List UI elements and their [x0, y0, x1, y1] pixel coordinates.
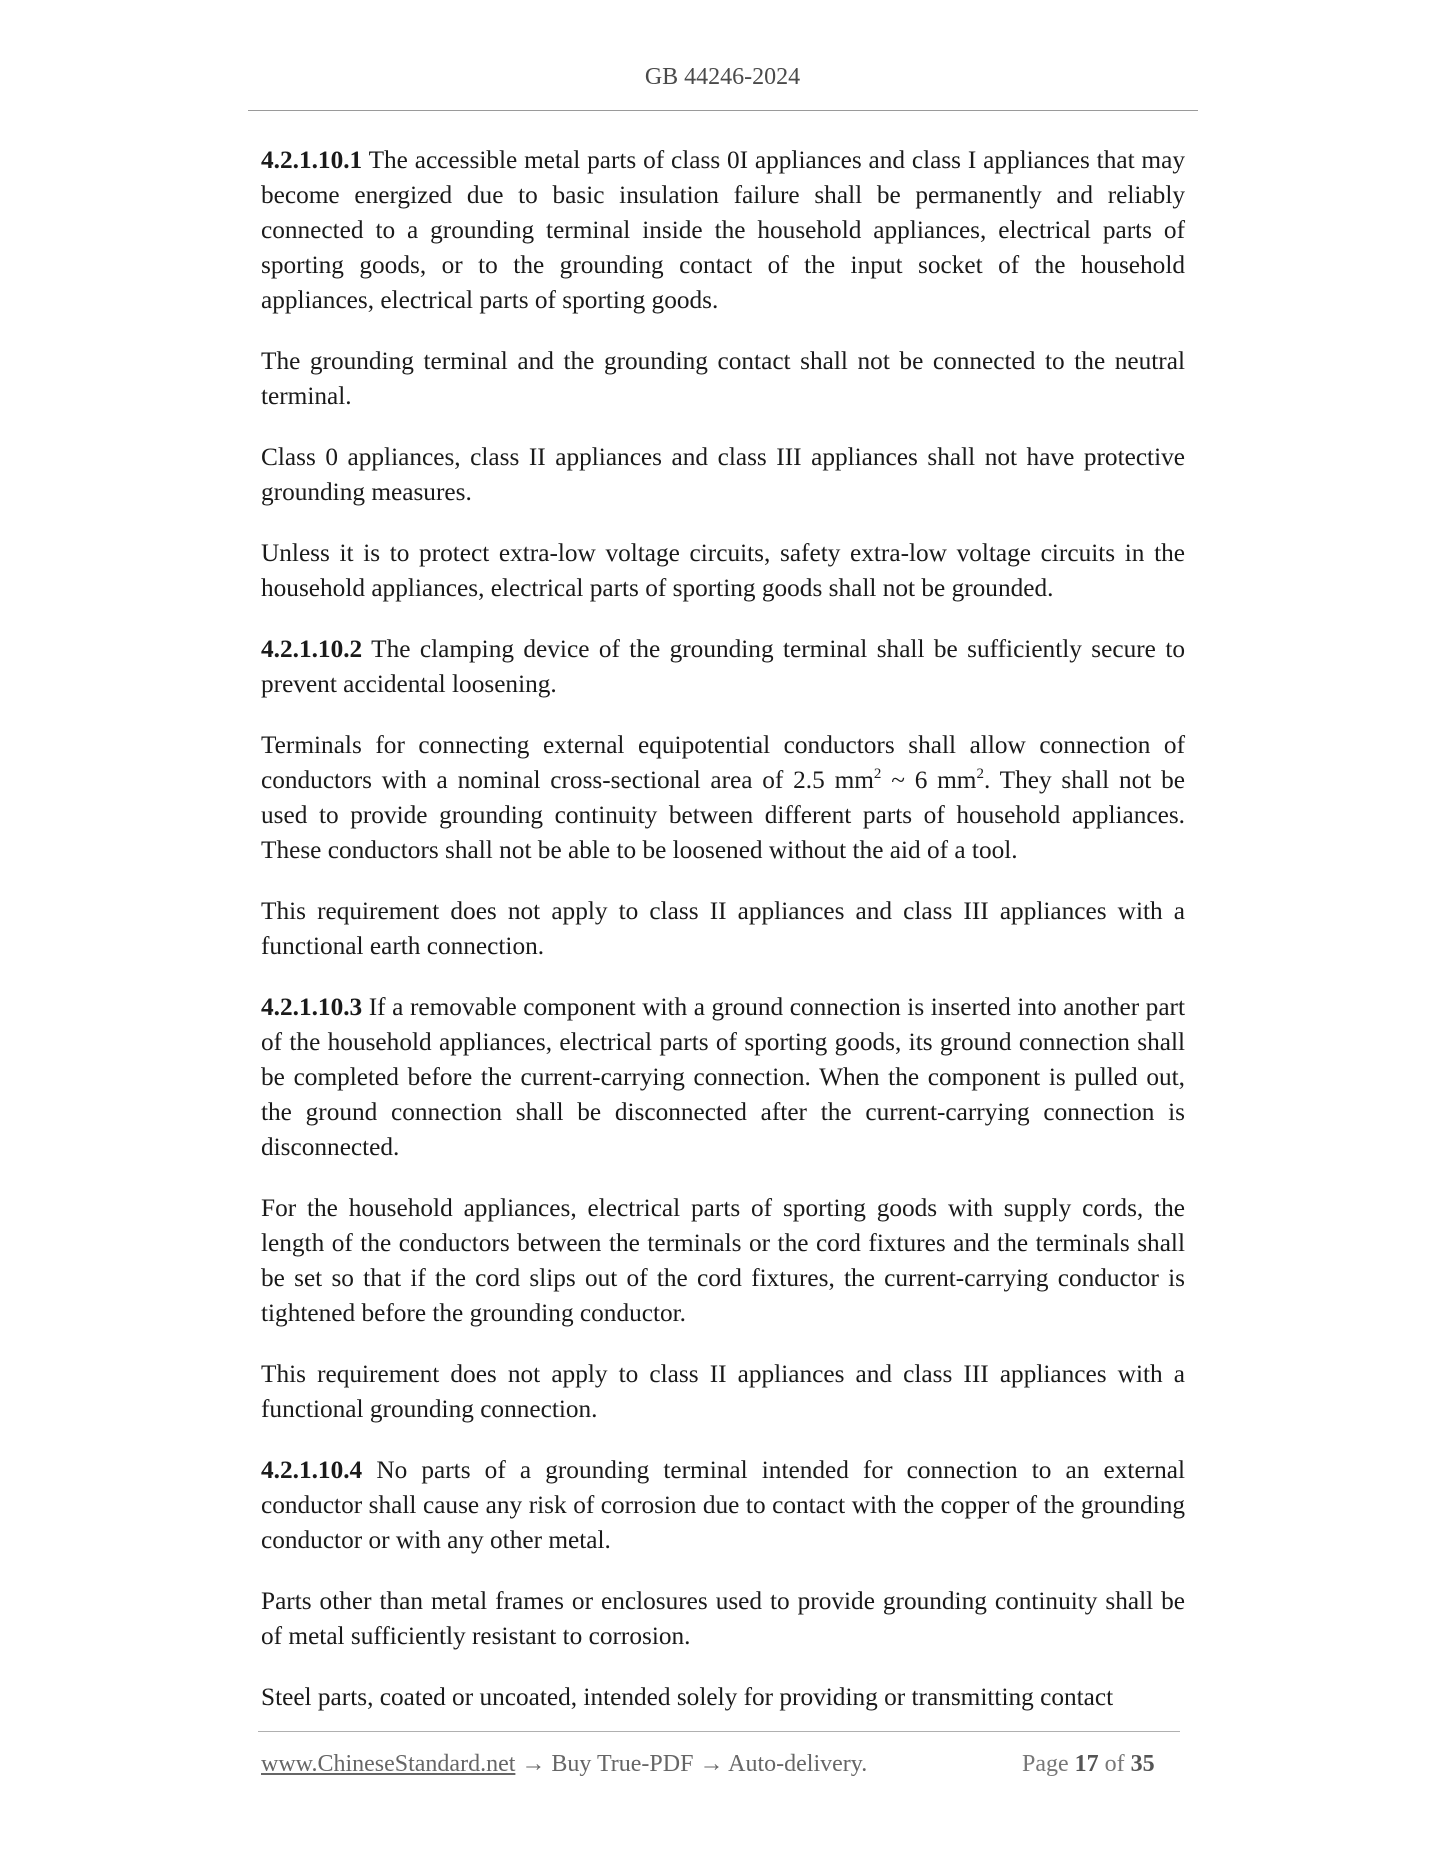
paragraph-text: Terminals for connecting external equipotential conductors shall allow connection of conductors with a nominal cross-sectional area of 2.5 mm	[261, 731, 1185, 794]
website-link[interactable]: www.ChineseStandard.net	[261, 1751, 516, 1777]
delivery-text: Auto-delivery.	[728, 1751, 868, 1777]
paragraph-4-2-1-10-2	[261, 632, 1185, 702]
paragraph-text: For the household appliances, electrical parts of sporting goods with supply cords, the length of the conductors between the terminals or the cord fixtures and the terminals shall be set so that if the cord slips out of the cord fixtures, the current-carrying conductor is tightened before the grounding conductor.	[261, 1194, 1185, 1327]
footer-promo	[261, 1751, 867, 1778]
paragraph	[261, 1191, 1185, 1331]
paragraph-text: Steel parts, coated or uncoated, intended solely for providing or transmitting contact	[261, 1683, 1114, 1711]
paragraph-text: The clamping device of the grounding terminal shall be sufficiently secure to prevent accidental loosening.	[261, 635, 1185, 698]
paragraph-text: Class 0 appliances, class II appliances and class III appliances shall not have protective grounding measures.	[261, 443, 1185, 506]
arrow-icon: →	[521, 1751, 546, 1777]
paragraph-text: The accessible metal parts of class 0I appliances and class I appliances that may become energized due to basic insulation failure shall be permanently and reliably connected to a grounding terminal inside the household appliances, electrical parts of sporting goods, or to the grounding contact of the input socket of the household appliances, electrical parts of sporting goods.	[261, 146, 1185, 314]
current-page: 17	[1074, 1751, 1099, 1777]
paragraph-text: ~ 6 mm	[881, 766, 977, 794]
buy-text: Buy True-PDF	[551, 1751, 694, 1777]
paragraph-text: This requirement does not apply to class II appliances and class III appliances with a functional earth connection.	[261, 897, 1185, 960]
clause-number: 4.2.1.10.2	[261, 635, 363, 663]
paragraph-text: Parts other than metal frames or enclosures used to provide grounding continuity shall be of metal sufficiently resistant to corrosion.	[261, 1587, 1185, 1650]
paragraph-text: This requirement does not apply to class II appliances and class III appliances with a functional grounding connection.	[261, 1360, 1185, 1423]
paragraph-text: Unless it is to protect extra-low voltage circuits, safety extra-low voltage circuits in the household appliances, electrical parts of sporting goods shall not be grounded.	[261, 539, 1185, 602]
clause-number: 4.2.1.10.3	[261, 993, 363, 1021]
paragraph	[261, 344, 1185, 414]
paragraph-4-2-1-10-3	[261, 990, 1185, 1165]
arrow-icon: →	[699, 1751, 724, 1777]
superscript: 2	[976, 766, 984, 782]
header-divider	[248, 110, 1198, 111]
paragraph-text: If a removable component with a ground connection is inserted into another part of the household appliances, electrical parts of sporting goods, its ground connection shall be completed before the current-carrying connection. When the component is pulled out, the ground connection shall be disconnected after the current-carrying connection is disconnected.	[261, 993, 1185, 1161]
paragraph-4-2-1-10-4	[261, 1453, 1185, 1558]
paragraph	[261, 894, 1185, 964]
page-header	[0, 64, 1445, 91]
document-body	[261, 143, 1185, 1715]
paragraph	[261, 536, 1185, 606]
paragraph	[261, 728, 1185, 868]
paragraph-text: . They shall not be used to provide grounding continuity between different parts of household appliances. These conductors shall not be able to be loosened without the aid of a tool.	[261, 766, 1185, 864]
of-label: of	[1104, 1751, 1125, 1777]
total-pages: 35	[1130, 1751, 1155, 1777]
paragraph-text: No parts of a grounding terminal intended for connection to an external conductor shall cause any risk of corrosion due to contact with the copper of the grounding conductor or with any other metal.	[261, 1456, 1186, 1554]
clause-number: 4.2.1.10.4	[261, 1456, 363, 1484]
paragraph	[261, 1357, 1185, 1427]
page-label: Page	[1022, 1751, 1069, 1777]
paragraph-4-2-1-10-1	[261, 143, 1185, 318]
page-number	[1022, 1751, 1155, 1778]
paragraph-text: The grounding terminal and the grounding contact shall not be connected to the neutral terminal.	[261, 347, 1185, 410]
footer-divider	[258, 1731, 1180, 1732]
superscript: 2	[873, 766, 882, 782]
paragraph	[261, 1680, 1185, 1715]
document-code: GB 44246-2024	[644, 64, 801, 90]
paragraph	[261, 1584, 1185, 1654]
paragraph	[261, 440, 1185, 510]
clause-number: 4.2.1.10.1	[261, 146, 363, 174]
